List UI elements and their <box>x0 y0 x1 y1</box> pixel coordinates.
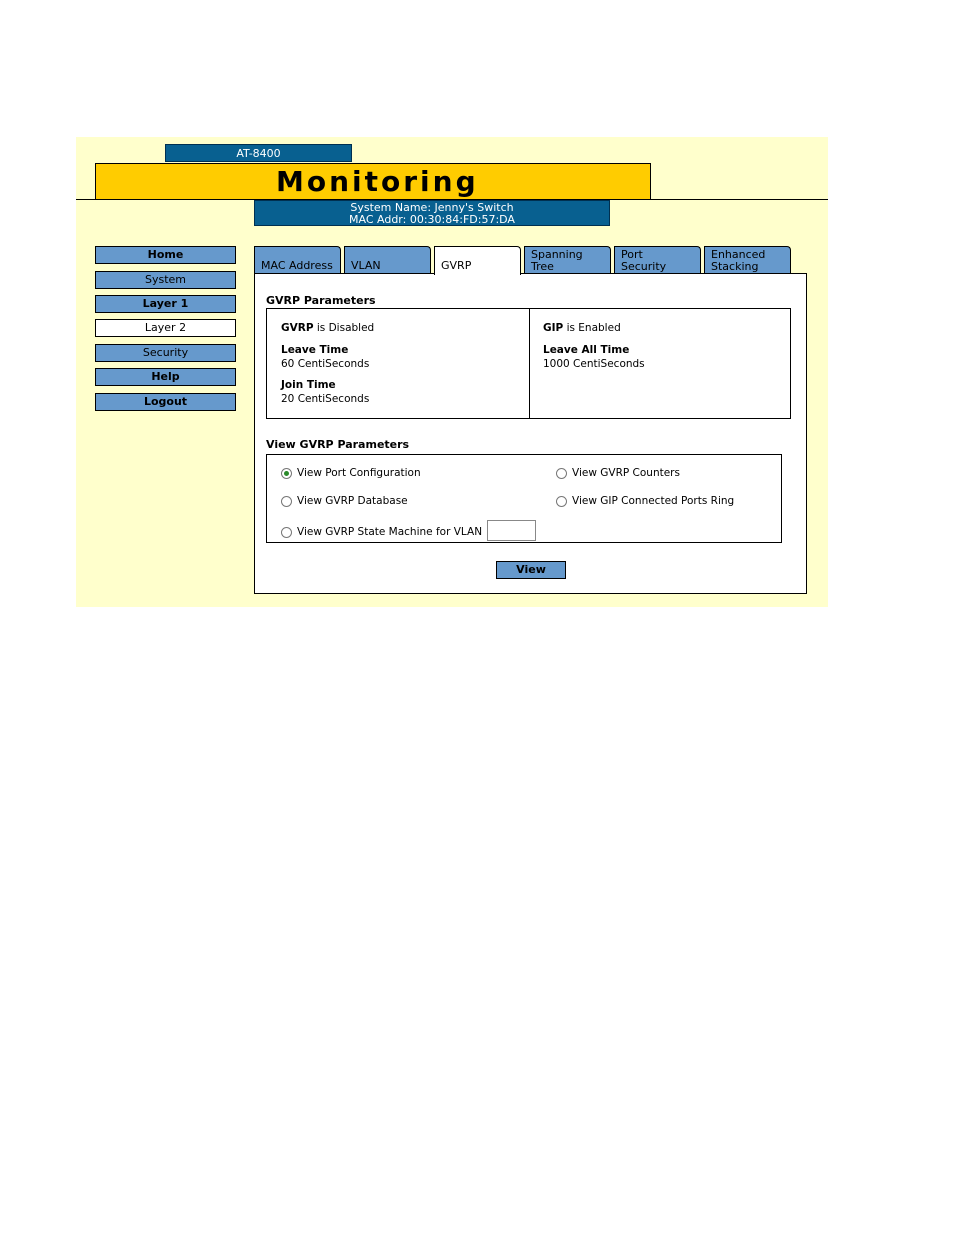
leave-time-label: Leave Time <box>281 344 349 356</box>
gvrp-status <box>281 322 374 334</box>
tab-enhanced-stacking[interactable] <box>704 246 791 274</box>
gip-status <box>543 322 621 334</box>
nav-home-button[interactable]: Home <box>95 246 236 264</box>
mac-address: MAC Addr: 00:30:84:FD:57:DA <box>349 213 515 226</box>
label-state-machine: View GVRP State Machine for VLAN <box>297 526 483 538</box>
leave-all-time-value: 1000 CentiSeconds <box>543 358 645 370</box>
view-gvrp-parameters-title: View GVRP Parameters <box>266 438 410 451</box>
tab-enhanced-label-1: Enhanced <box>711 248 766 261</box>
tab-port-label-1: Port <box>621 248 643 261</box>
tab-gvrp[interactable] <box>434 246 521 275</box>
leave-all-time-label: Leave All Time <box>543 344 630 356</box>
gvrp-status-value: is Disabled <box>313 322 375 334</box>
label-gvrp-counters: View GVRP Counters <box>572 467 680 479</box>
nav-help-button[interactable]: Help <box>95 368 236 386</box>
tab-gvrp-label: GVRP <box>441 259 472 272</box>
gip-status-value: is Enabled <box>563 322 621 334</box>
label-gip-ports-ring: View GIP Connected Ports Ring <box>572 495 735 507</box>
gvrp-parameters-title: GVRP Parameters <box>266 294 376 307</box>
radio-state-machine[interactable] <box>281 527 292 538</box>
radio-gvrp-counters[interactable] <box>556 468 567 479</box>
nav-security-button[interactable]: Security <box>95 344 236 362</box>
label-gvrp-database: View GVRP Database <box>297 495 408 507</box>
vlan-id-input[interactable] <box>487 520 536 541</box>
nav-logout-button[interactable]: Logout <box>95 393 236 411</box>
model-label: AT-8400 <box>165 144 352 162</box>
nav-layer1-button[interactable]: Layer 1 <box>95 295 236 313</box>
title-bar <box>95 163 651 200</box>
page-title: Monitoring <box>276 165 479 198</box>
gvrp-label: GVRP <box>281 322 314 334</box>
join-time-value: 20 CentiSeconds <box>281 393 370 405</box>
radio-gip-ports-ring[interactable] <box>556 496 567 507</box>
label-port-configuration: View Port Configuration <box>297 467 421 479</box>
tab-mac-address[interactable]: MAC Address <box>254 246 341 274</box>
leave-time-value: 60 CentiSeconds <box>281 358 370 370</box>
join-time-label: Join Time <box>281 379 336 391</box>
tab-vlan[interactable]: VLAN <box>344 246 431 274</box>
gip-label: GIP <box>543 322 564 334</box>
tab-enhanced-label-2: Stacking <box>711 260 759 273</box>
nav-system-button[interactable]: System <box>95 271 236 289</box>
nav-layer2-button[interactable]: Layer 2 <box>95 319 236 337</box>
parameters-divider <box>529 309 530 418</box>
tab-spanning-tree[interactable] <box>524 246 611 274</box>
radio-gvrp-database[interactable] <box>281 496 292 507</box>
radio-port-configuration[interactable] <box>281 468 292 479</box>
system-name: System Name: Jenny's Switch <box>350 201 514 214</box>
tab-port-label-2: Security <box>621 260 667 273</box>
view-button[interactable]: View <box>496 561 566 579</box>
tab-port-security[interactable] <box>614 246 701 274</box>
tab-spanning-label-2: Tree <box>531 260 554 273</box>
tab-spanning-label-1: Spanning <box>531 248 583 261</box>
system-info <box>254 200 610 226</box>
